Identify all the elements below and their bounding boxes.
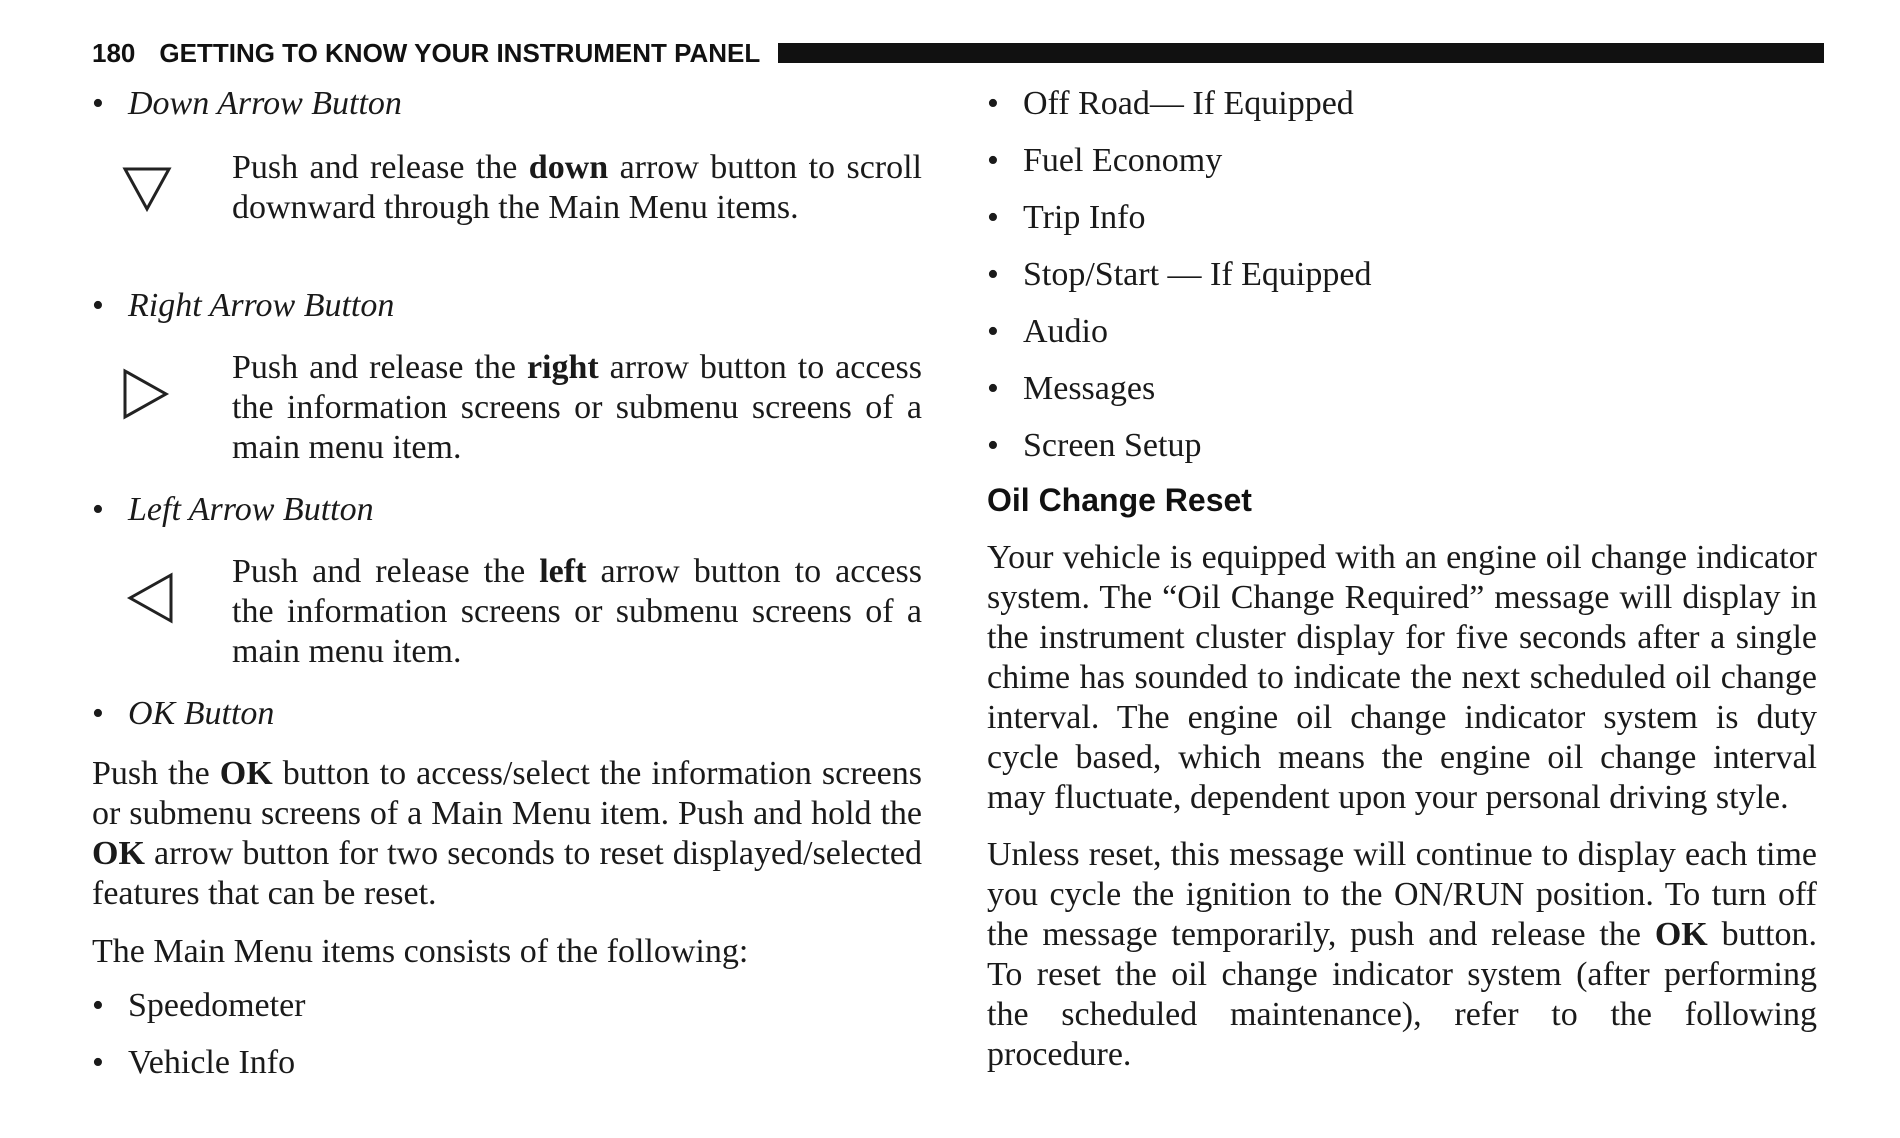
menu-item-off-road: • Off Road— If Equipped <box>987 85 1354 122</box>
oil-change-paragraph-1: Your vehicle is equipped with an engine oil change indicator system. The “Oil Change Required” message will display in the instrument cluster display for five seconds after a single chime has sounded to indicate the next scheduled oil change interval. The engine oil change indicator system is duty cycle based, which means the engine oil change interval may fluctuate, dependent upon your personal driving style. <box>987 539 1817 816</box>
header-rule <box>778 43 1824 63</box>
down-arrow-text: Push and release the down arrow button to scroll downward through the Main Menu items. <box>232 149 922 226</box>
menu-item-speedometer: • Speedometer <box>92 987 306 1024</box>
right-arrow-title: • Right Arrow Button <box>92 287 395 324</box>
right-arrow-block <box>92 348 922 468</box>
left-arrow-text: Push and release the left arrow button to access the information screens or submenu screens of a main menu item. <box>232 553 922 670</box>
page-number: 180 <box>92 37 136 68</box>
menu-item-vehicle-info: • Vehicle Info <box>92 1044 296 1081</box>
menu-item-messages: • Messages <box>987 370 1156 407</box>
ok-button-paragraph: Push the OK button to access/select the information screens or submenu screens of a Main Menu item. Push and hold the OK arrow button for two seconds to reset displayed/selected features that can be reset. <box>92 755 922 912</box>
down-arrow-block <box>92 148 922 228</box>
left-triangle-icon <box>92 552 232 672</box>
menu-item-audio: • Audio <box>987 313 1108 350</box>
right-column <box>987 80 1817 1075</box>
down-arrow-title: • Down Arrow Button <box>92 85 402 122</box>
menu-intro: The Main Menu items consists of the following: <box>92 933 749 970</box>
section-title: GETTING TO KNOW YOUR INSTRUMENT PANEL <box>159 37 761 68</box>
menu-item-fuel-economy: • Fuel Economy <box>987 142 1223 179</box>
right-triangle-icon <box>92 348 232 468</box>
left-arrow-block <box>92 552 922 672</box>
right-arrow-text: Push and release the right arrow button to access the information screens or submenu screens of a main menu item. <box>232 349 922 466</box>
menu-item-stop-start: • Stop/Start — If Equipped <box>987 256 1372 293</box>
left-arrow-title: • Left Arrow Button <box>92 491 374 528</box>
page-header <box>92 34 1824 72</box>
oil-change-paragraph-2: Unless reset, this message will continue to display each time you cycle the ignition to the ON/RUN position. To turn off the message temporarily, push and release the OK button. To reset the oil change indicator system (after performing the scheduled maintenance), refer to the following procedure. <box>987 836 1817 1073</box>
ok-button-title: • OK Button <box>92 695 275 732</box>
menu-item-screen-setup: • Screen Setup <box>987 427 1202 464</box>
down-triangle-icon <box>92 148 232 228</box>
oil-change-reset-heading: Oil Change Reset <box>987 482 1252 518</box>
menu-item-trip-info: • Trip Info <box>987 199 1146 236</box>
left-column <box>92 80 922 1083</box>
